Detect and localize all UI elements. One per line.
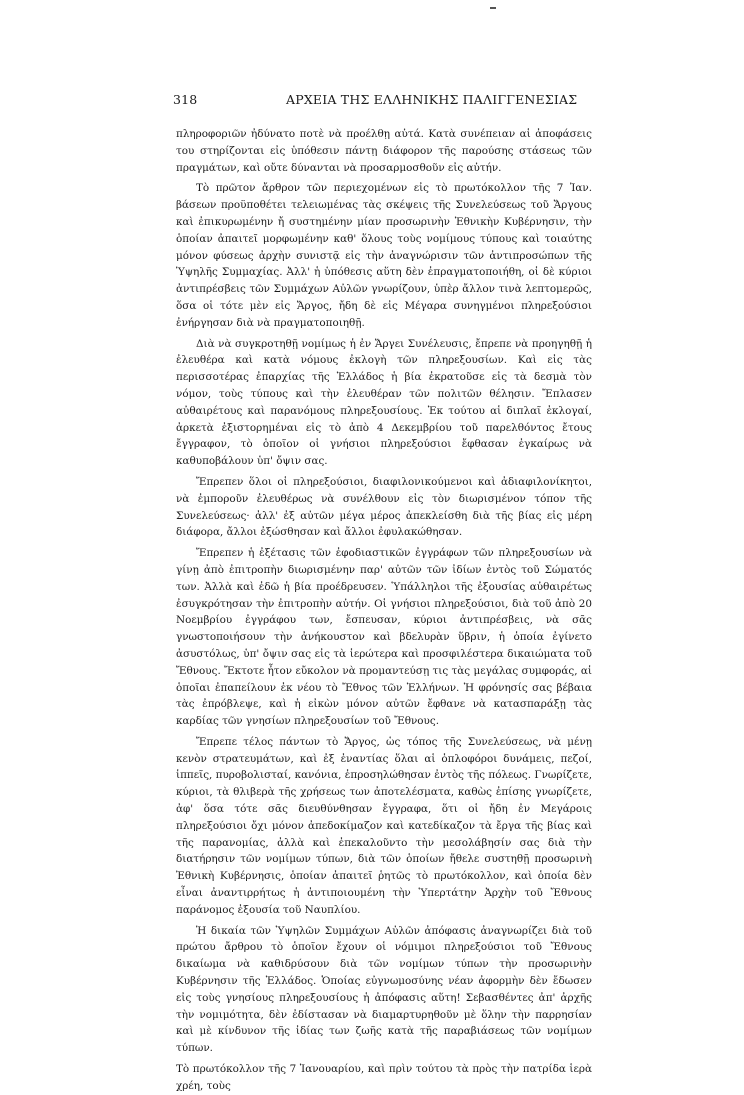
page-number: 318 bbox=[173, 92, 198, 107]
top-edge-mark bbox=[490, 7, 496, 9]
paragraph-continued: πληροφοριῶν ἠδύνατο ποτὲ νὰ προέλθῃ αὐτά. Κατὰ συνέπειαν αἱ ἀποφάσεις του στηρίζονται εἰς ὑπόθεσιν πάντῃ διάφορον τῆς παρούσης στάσεως τῶν πραγμάτων, καὶ οὔτε δύνανται νὰ προσαρμοσθοῦν εἰς αὐτήν. bbox=[176, 128, 592, 174]
paragraph: Ἔπρεπε τέλος πάντων τὸ Ἄργος, ὡς τόπος τῆς Συνελεύσεως, νὰ μένῃ κενὸν στρατευμάτων, καὶ ἐξ ἐναντίας ὅλαι αἱ ὁπλοφόροι δυνάμεις, πεζοί, ἱππεῖς, πυροβολισταί, κανόνια, ἐπροσηλώθησαν ἐντὸς τῆς πόλεως. Γνωρίζετε, κύριοι, τὰ θλιβερὰ τῆς χρήσεως των ἀποτελέσματα, καθὼς ἐπίσης γνωρίζετε, ἀφ' ὅσα τότε σᾶς διευθύνθησαν ἔγγραφα, ὅτι οἱ ἤδη ἐν Μεγάροις πληρεξούσιοι ὄχι μόνον ἀπεδοκίμαζον καὶ κατεδίκαζον τὰ ἔργα τῆς βίας καὶ τῆς παρανομίας, ἀλλὰ καὶ ἐπεκαλοῦντο τὴν μεσολάβησίν σας διὰ τὴν διατήρησιν τῶν νομίμων τύπων, διὰ τῶν ὁποίων ἤθελε συστηθῇ προσωρινὴ Ἐθνικὴ Κυβέρνησις, ὁποίαν ἀπαιτεῖ ῥητῶς τὸ πρωτόκολλον, καὶ ὁποία δὲν εἶναι ἀναντιρρήτως ἡ ἀντιποιουμένη τὴν Ὑπερτάτην Ἀρχὴν τοῦ Ἔθνους παράνομος ἐξουσία τοῦ Ναυπλίου. bbox=[176, 735, 592, 916]
paragraph: Ἔπρεπεν ὅλοι οἱ πληρεξούσιοι, διαφιλονικούμενοι καὶ ἀδιαφιλονίκητοι, νὰ ἐμποροῦν ἐλευθέρως νὰ συνέλθουν εἰς τὸν διωρισμένον τόπον τῆς Συνελεύσεως· ἀλλ' ἐξ αὐτῶν μέγα μέρος ἀπεκλείσθη διὰ τῆς βίας εἰς μέρη διάφορα, ἄλλοι ἐξώσθησαν καὶ ἄλλοι ἐφυλακώθησαν. bbox=[176, 475, 592, 539]
paragraph: Ἡ δικαία τῶν Ὑψηλῶν Συμμάχων Αὐλῶν ἀπόφασις ἀναγνωρίζει διὰ τοῦ πρώτου ἄρθρου τὸ ὁποῖον ἔχουν οἱ νόμιμοι πληρεξούσιοι τοῦ Ἔθνους δικαίωμα νὰ καθιδρύσουν διὰ τῶν νομίμων τύπων τὴν προσωρινὴν Κυβέρνησιν τῆς Ἑλλάδος. Ὁποίας εὐγνωμοσύνης νέαν ἀφορμὴν δὲν ἔδωσεν εἰς τοὺς γνησίους πληρεξουσίους ἡ ἀπόφασις αὕτη! Σεβασθέντες ἀπ' ἀρχῆς τὴν νομιμότητα, δὲν ἐδίστασαν νὰ διαμαρτυρηθοῦν μὲ ὅλην τὴν παρρησίαν καὶ μὲ κίνδυνον τῆς ἰδίας των ζωῆς κατὰ τῆς παραβιάσεως τῶν νομίμων τύπων. bbox=[176, 924, 592, 1055]
running-title: ΑΡΧΕΙΑ ΤΗΣ ΕΛΛΗΝΙΚΗΣ ΠΑΛΙΓΓΕΝΕΣΙΑΣ bbox=[286, 92, 578, 107]
paragraph: Τὸ πρῶτον ἄρθρον τῶν περιεχομένων εἰς τὸ πρωτόκολλον τῆς 7 Ἰαν. βάσεων προϋποθέτει τελειωμένας τὰς σκέψεις τῆς Συνελεύσεως τοῦ Ἄργους καὶ ἐπικυρωμένην ἤ συστημένην μίαν προσωρινὴν Ἐθνικὴν Κυβέρνησιν, τὴν ὁποίαν ἀπαιτεῖ μορφωμένην καθ' ὅλους τοὺς νομίμους τύπους καὶ τοιαύτης μόνον φύσεως ἀρχὴν συνιστᾷ εἰς τὴν ἀναγνώρισιν τῶν ἀντιπροσώπων τῆς Ὑψηλῆς Συμμαχίας. Ἀλλ' ἡ ὑπόθεσις αὕτη δὲν ἐπραγματοποιήθη, οἱ δὲ κύριοι ἀντιπρέσβεις τῶν Συμμάχων Αὐλῶν γνωρίζουν, ὑπὲρ ἄλλον τινὰ λεπτομερῶς, ὅσα οἱ τότε μὲν εἰς Ἄργος, ἤδη δὲ εἰς Μέγαρα συνηγμένοι πληρεξούσιοι ἐνήργησαν διὰ νὰ πραγματοποιηθῇ. bbox=[176, 182, 592, 329]
page-header bbox=[173, 92, 593, 110]
paragraph-final-line: Τὸ πρωτόκολλον τῆς 7 Ἰανουαρίου, καὶ πρὶν τούτου τὰ πρὸς τὴν πατρίδα ἱερὰ χρέη, τοὺς bbox=[176, 1063, 592, 1092]
body-text bbox=[176, 126, 592, 1095]
paragraph: Διὰ νὰ συγκροτηθῇ νομίμως ἡ ἐν Ἄργει Συνέλευσις, ἔπρεπε νὰ προηγηθῇ ἡ ἐλευθέρα καὶ κατὰ νόμους ἐκλογὴ τῶν πληρεξουσίων. Καὶ εἰς τὰς περισσοτέρας ἐπαρχίας τῆς Ἑλλάδος ἡ βία ἐκρατοῦσε εἰς τὰ δεσμὰ τὸν νόμον, τοὺς τύπους καὶ τὴν ἐλευθέραν τῶν πολιτῶν θέλησιν. Ἔπλασεν αὐθαιρέτους καὶ παρανόμους πληρεξουσίους. Ἐκ τούτου αἱ διπλαῖ ἐκλογαί, ἀρκετὰ ἐξιστορημέναι εἰς τὸ ἀπὸ 4 Δεκεμβρίου τοῦ παρελθόντος ἔτους ἔγγραφον, τὸ ὁποῖον οἱ γνήσιοι πληρεξούσιοι ἔφθασαν ἐγκαίρως νὰ καθυποβάλουν ὑπ' ὄψιν σας. bbox=[176, 337, 592, 468]
paragraph: Ἔπρεπεν ἡ ἐξέτασις τῶν ἐφοδιαστικῶν ἐγγράφων τῶν πληρεξουσίων νὰ γίνῃ ἀπὸ ἐπιτροπὴν διωρισμένην παρ' αὐτῶν τῶν ἰδίων ἐντὸς τοῦ Σώματός των. Ἀλλὰ καὶ ἐδῶ ἡ βία προέδρευσεν. Ὑπάλληλοι τῆς ἐξουσίας αὐθαιρέτως ἐσυγκρότησαν τὴν ἐπιτροπὴν αὐτήν. Οἱ γνήσιοι πληρεξούσιοι, διὰ τοῦ ἀπὸ 20 Νοεμβρίου ἐγγράφου των, ἔσπευσαν, κύριοι ἀντιπρέσβεις, νὰ σᾶς γνωστοποιήσουν τὴν ἀνήκουστον καὶ βδελυρὰν ὕβριν, ἡ ὁποία ἐγίνετο ἀσυστόλως, ὑπ' ὄψιν σας εἰς τὰ ἱερώτερα καὶ προσφιλέστερα δικαιώματα τοῦ Ἔθνους. Ἔκτοτε ἦτον εὔκολον νὰ προμαντεύσῃ τις τὰς μεγάλας συμφοράς, αἱ ὁποῖαι ἐπαπείλουν ἐκ νέου τὸ Ἔθνος τῶν Ἑλλήνων. Ἡ φρόνησίς σας βέβαια τὰς ἐπρόβλεψε, καὶ ἡ εἰκὼν μόνον αὐτῶν ἔφθανε νὰ κατασπαράξῃ τὰς καρδίας τῶν γνησίων πληρεξουσίων τοῦ Ἔθνους. bbox=[176, 547, 592, 728]
